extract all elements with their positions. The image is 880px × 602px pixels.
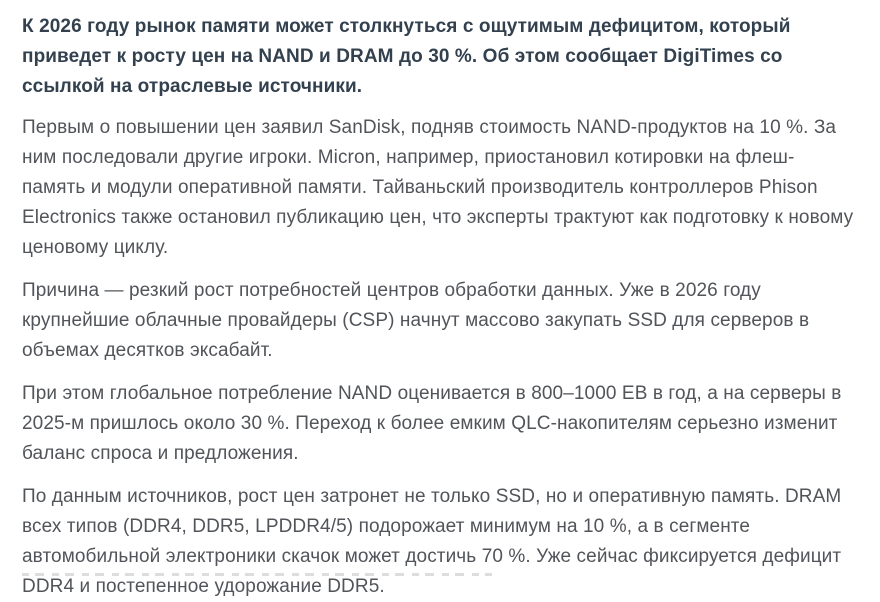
paragraph-consumption: При этом глобальное потребление NAND оценивается в 800–1000 EB в год, а на серверы в 2025-м пришлось около 30 %. Переход к более емким QLC-накопителям серьезно изменит баланс спроса и предложения. — [22, 383, 842, 464]
paragraph-reason: Причина — резкий рост потребностей центров обработки данных. Уже в 2026 году крупнейшие облачные провайдеры (CSP) начнут массово закупать SSD для серверов в объемах десятков эксабайт. — [22, 280, 810, 361]
paragraph-pricing: Первым о повышении цен заявил SanDisk, подняв стоимость NAND-продуктов на 10 %. За ним последовали другие игроки. Micron, например, приостановил котировки на флеш-память и модули оперативной памяти. Тайваньский производитель контроллеров Phison Electronics также остановил публикацию цен, что эксперты трактуют как подготовку к новому ценовому циклу. — [22, 117, 854, 258]
lead-paragraph: К 2026 году рынок памяти может столкнуться с ощутимым дефицитом, который приведет к росту цен на NAND и DRAM до 30 %. Об этом сообщает DigiTimes со ссылкой на отраслевые источники. — [22, 16, 791, 97]
paragraph-dram: По данным источников, рост цен затронет не только SSD, но и оперативную память. DRAM всех типов (DDR4, DDR5, LPDDR4/5) подорожает минимум на 10 %, а в сегменте автомобильной электроники скачок может достичь 70 %. Уже сейчас фиксируется дефицит DDR4 и постепенное удорожание DDR5. — [22, 486, 842, 597]
